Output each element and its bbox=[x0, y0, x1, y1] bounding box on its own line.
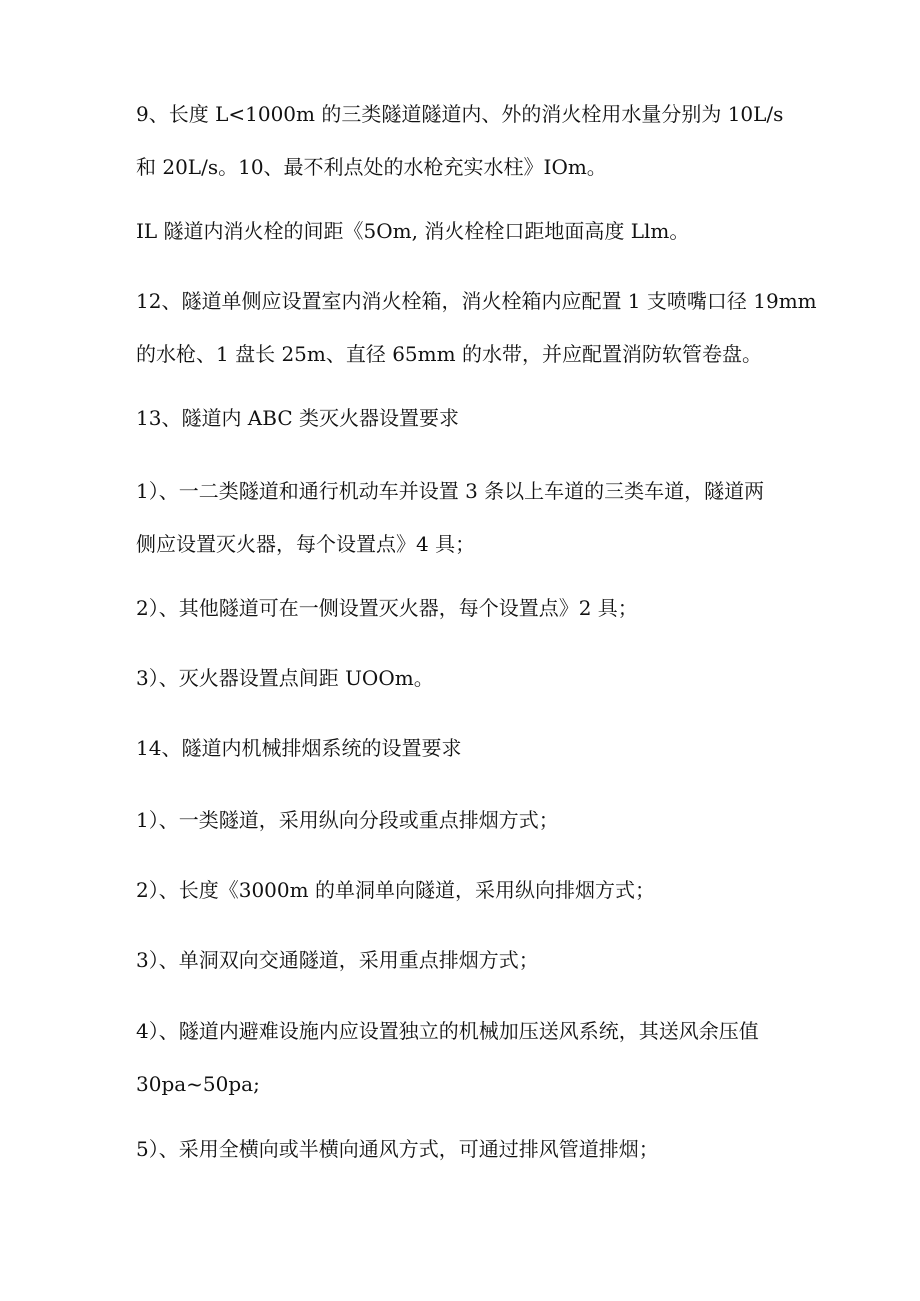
text-line: 1）、一类隧道，采用纵向分段或重点排烟方式； bbox=[136, 808, 559, 832]
paragraph-9-10 bbox=[136, 88, 796, 194]
text-line: 2）、长度《3000m 的单洞单向隧道，采用纵向排烟方式； bbox=[136, 878, 655, 902]
text-line: 和 20L/s。10、最不利点处的水枪充实水柱》IOm。 bbox=[136, 155, 607, 179]
paragraph-14-item-1 bbox=[136, 794, 796, 847]
text-line: 9、长度 L<1000m 的三类隧道隧道内、外的消火栓用水量分别为 10L/s bbox=[136, 102, 784, 126]
text-line: 2）、其他隧道可在一侧设置灭火器，每个设置点》2 具； bbox=[136, 596, 638, 620]
text-line: 30pa~50pa; bbox=[136, 1072, 260, 1096]
paragraph-14-item-2 bbox=[136, 864, 796, 917]
paragraph-14-item-4 bbox=[136, 1005, 796, 1111]
paragraph-12 bbox=[136, 275, 817, 381]
text-line: 3）、灭火器设置点间距 UOOm。 bbox=[136, 666, 434, 690]
text-line: 3）、单洞双向交通隧道，采用重点排烟方式； bbox=[136, 948, 539, 972]
text-line: 12、隧道单侧应设置室内消火栓箱，消火栓箱内应配置 1 支喷嘴口径 19mm bbox=[136, 289, 817, 313]
paragraph-13-item-3 bbox=[136, 652, 796, 705]
paragraph-13-item-1 bbox=[136, 465, 796, 571]
text-line: IL 隧道内消火栓的间距《5Om, 消火栓栓口距地面高度 Llm。 bbox=[136, 219, 690, 243]
paragraph-13-heading bbox=[136, 392, 796, 445]
text-line: 1）、一二类隧道和通行机动车并设置 3 条以上车道的三类车道，隧道两 bbox=[136, 479, 765, 503]
text-line: 4）、隧道内避难设施内应设置独立的机械加压送风系统，其送风余压值 bbox=[136, 1019, 759, 1043]
text-line: 14、隧道内机械排烟系统的设置要求 bbox=[136, 736, 462, 760]
text-line: 5）、采用全横向或半横向通风方式，可通过排风管道排烟； bbox=[136, 1137, 659, 1161]
paragraph-14-heading bbox=[136, 722, 796, 775]
paragraph-11 bbox=[136, 205, 796, 258]
paragraph-14-item-5 bbox=[136, 1123, 796, 1176]
text-line: 13、隧道内 ABC 类灭火器设置要求 bbox=[136, 406, 459, 430]
text-line: 的水枪、1 盘长 25m、直径 65mm 的水带，并应配置消防软管卷盘。 bbox=[136, 342, 762, 366]
paragraph-14-item-3 bbox=[136, 934, 796, 987]
paragraph-13-item-2 bbox=[136, 582, 796, 635]
text-line: 侧应设置灭火器，每个设置点》4 具； bbox=[136, 532, 476, 556]
